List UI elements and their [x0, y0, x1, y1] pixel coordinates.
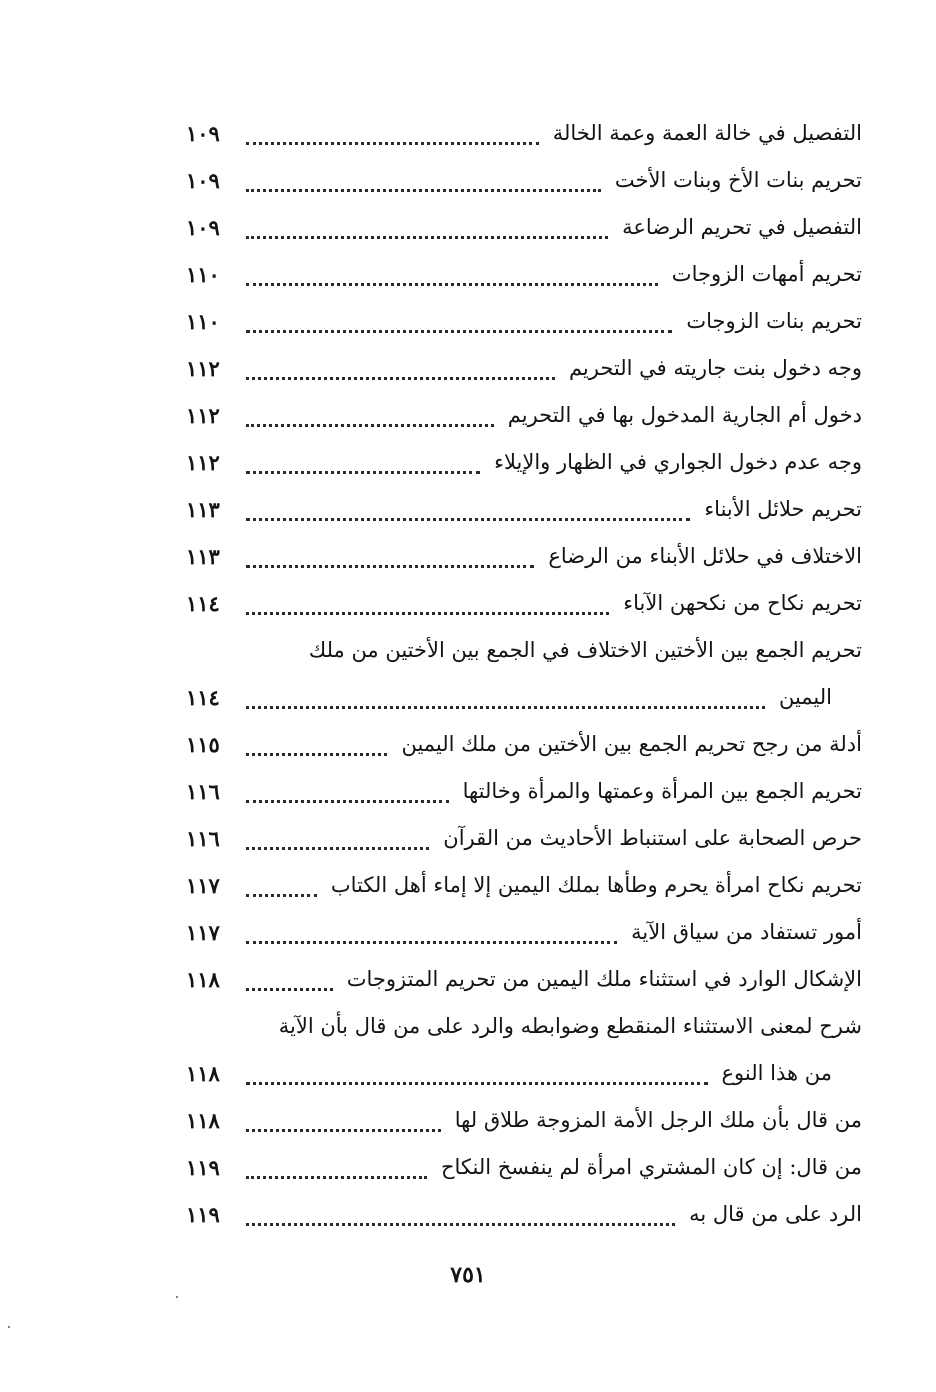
- toc-entry-page: ١١٣: [186, 544, 220, 569]
- toc-entry-title: تحريم أمهات الزوجات: [671, 262, 862, 286]
- toc-entry: [186, 298, 862, 345]
- toc-entry: [186, 204, 862, 251]
- toc-entry-first-line: [186, 627, 862, 674]
- toc-entry: [186, 533, 862, 580]
- scan-speck: [176, 1296, 178, 1298]
- toc-entry-page: ١١٢: [186, 356, 220, 381]
- toc-entry-title: الرد على من قال به: [689, 1202, 862, 1226]
- toc-entry-continuation: [186, 1050, 862, 1097]
- toc-entry-page: ١١٤: [186, 591, 220, 616]
- toc-entry: [186, 1144, 862, 1191]
- toc-entry-title: التفصيل في تحريم الرضاعة: [622, 215, 862, 239]
- dot-leader: [246, 236, 608, 239]
- dot-leader: [246, 894, 317, 897]
- toc-entry-title: الإشكال الوارد في استثناء ملك اليمين من تحريم المتزوجات: [346, 967, 862, 991]
- page-number: ٧٥١: [450, 1262, 486, 1288]
- toc-entry: [186, 157, 862, 204]
- toc-entry-page: ١١٨: [186, 967, 220, 992]
- toc-entry-page: ١١٤: [186, 685, 220, 710]
- toc-entry: [186, 439, 862, 486]
- toc-entry: [186, 768, 862, 815]
- toc-entry-page: ١٠٩: [186, 168, 220, 193]
- dot-leader: [246, 377, 555, 380]
- toc-entry-title: وجه دخول بنت جاريته في التحريم: [568, 356, 862, 380]
- toc-entry-page: ١١٢: [186, 450, 220, 475]
- toc-entry-page: ١١٦: [186, 826, 220, 851]
- toc-entry: [186, 580, 862, 627]
- dot-leader: [246, 565, 534, 568]
- toc-entry-title: أمور تستفاد من سياق الآية: [631, 920, 862, 944]
- dot-leader: [246, 612, 609, 615]
- dot-leader: [246, 142, 539, 145]
- toc-entry-title: وجه عدم دخول الجواري في الظهار والإيلاء: [494, 450, 862, 474]
- table-of-contents: [186, 110, 862, 1238]
- toc-entry: [186, 486, 862, 533]
- dot-leader: [246, 1176, 427, 1179]
- toc-entry-page: ١١٩: [186, 1202, 220, 1227]
- toc-entry-page: ١١٣: [186, 497, 220, 522]
- toc-entry-page: ١١٠: [186, 262, 220, 287]
- dot-leader: [246, 800, 449, 803]
- toc-entry-page: ١١٧: [186, 920, 220, 945]
- toc-entry-page: ١١٩: [186, 1155, 220, 1180]
- toc-entry-title: أدلة من رجح تحريم الجمع بين الأختين من ملك اليمين: [401, 732, 862, 756]
- toc-entry: [186, 110, 862, 157]
- dot-leader: [246, 424, 494, 427]
- toc-entry: [186, 1097, 862, 1144]
- toc-entry: [186, 815, 862, 862]
- dot-leader: [246, 941, 617, 944]
- scan-speck: [8, 1326, 10, 1328]
- toc-entry-title: تحريم حلائل الأبناء: [704, 497, 862, 521]
- dot-leader: [246, 283, 658, 286]
- toc-entry-title: تحريم بنات الزوجات: [686, 309, 862, 333]
- toc-entry-continuation: [186, 674, 862, 721]
- toc-entry: [186, 345, 862, 392]
- toc-entry-page: ١١٢: [186, 403, 220, 428]
- toc-entry-title: شرح لمعنى الاستثناء المنقطع وضوابطه والرد على من قال بأن الآية: [278, 1014, 862, 1038]
- toc-entry-title: تحريم الجمع بين الأختين الاختلاف في الجمع بين الأختين من ملك: [308, 638, 862, 662]
- toc-entry-title-continued: اليمين: [778, 685, 832, 709]
- toc-entry: [186, 721, 862, 768]
- toc-entry: [186, 1191, 862, 1238]
- toc-entry-title: تحريم نكاح امرأة يحرم وطأها بملك اليمين إلا إماء أهل الكتاب: [330, 873, 862, 897]
- toc-entry-title: الاختلاف في حلائل الأبناء من الرضاع: [548, 544, 862, 568]
- toc-entry: [186, 862, 862, 909]
- toc-entry-page: ١١٨: [186, 1108, 220, 1133]
- dot-leader: [246, 1223, 675, 1226]
- toc-entry: [186, 251, 862, 298]
- dot-leader: [246, 753, 387, 756]
- toc-entry-title: من قال بأن ملك الرجل الأمة المزوجة طلاق لها: [454, 1108, 862, 1132]
- toc-entry-title: تحريم نكاح من نكحهن الآباء: [623, 591, 862, 615]
- toc-entry-page: ١١٨: [186, 1061, 220, 1086]
- dot-leader: [246, 189, 601, 192]
- toc-entry-title: من قال: إن كان المشتري امرأة لم ينفسخ النكاح: [440, 1155, 862, 1179]
- dot-leader: [246, 471, 480, 474]
- toc-entry-page: ١١٦: [186, 779, 220, 804]
- dot-leader: [246, 518, 690, 521]
- dot-leader: [246, 706, 765, 709]
- dot-leader: [246, 1129, 441, 1132]
- toc-entry-page: ١٠٩: [186, 121, 220, 146]
- toc-entry: [186, 392, 862, 439]
- toc-entry-page: ١١٠: [186, 309, 220, 334]
- toc-entry-title-continued: من هذا النوع: [721, 1061, 832, 1085]
- toc-entry-page: ١٠٩: [186, 215, 220, 240]
- toc-entry-title: تحريم الجمع بين المرأة وعمتها والمرأة وخالتها: [462, 779, 862, 803]
- toc-entry-title: حرص الصحابة على استنباط الأحاديث من القرآن: [443, 826, 862, 850]
- toc-entry-title: دخول أم الجارية المدخول بها في التحريم: [507, 403, 862, 427]
- toc-entry-title: التفصيل في خالة العمة وعمة الخالة: [552, 121, 862, 145]
- toc-entry-page: ١١٥: [186, 732, 220, 757]
- toc-entry-page: ١١٧: [186, 873, 220, 898]
- toc-entry: [186, 956, 862, 1003]
- toc-entry: [186, 909, 862, 956]
- dot-leader: [246, 330, 672, 333]
- dot-leader: [246, 1082, 708, 1085]
- toc-entry-first-line: [186, 1003, 862, 1050]
- dot-leader: [246, 988, 333, 991]
- dot-leader: [246, 847, 429, 850]
- toc-entry-title: تحريم بنات الأخ وبنات الأخت: [614, 168, 862, 192]
